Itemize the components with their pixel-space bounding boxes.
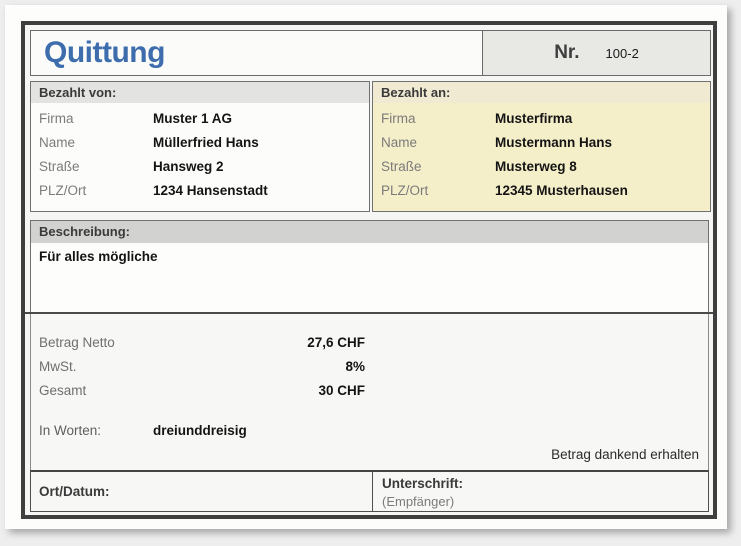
amounts-section [30, 314, 709, 470]
field-value: Müllerfried Hans [153, 135, 259, 150]
field-label: Straße [39, 159, 80, 174]
amount-label: MwSt. [39, 359, 77, 374]
amount-label: Gesamt [39, 383, 87, 398]
in-words-row [39, 420, 247, 442]
amount-value: 27,6 CHF [307, 335, 365, 350]
field-value: Musterfirma [495, 111, 573, 126]
description-title: Beschreibung: [31, 221, 708, 243]
field-label: Name [381, 135, 418, 150]
field-value: Mustermann Hans [495, 135, 613, 150]
paid-to-body [373, 103, 710, 203]
place-date-cell [31, 472, 372, 511]
receipt-number-value: 100-2 [605, 45, 639, 61]
amount-value: 8% [345, 359, 365, 374]
field-value: 12345 Musterhausen [495, 183, 628, 198]
field-value: Musterweg 8 [495, 159, 577, 174]
paid-from-body [31, 103, 369, 203]
amount-row-gesamt [39, 380, 365, 402]
receipt-header [30, 30, 711, 76]
footer-section [30, 470, 709, 512]
signature-label: Unterschrift: [382, 476, 464, 491]
in-words-value: dreiunddreisig [153, 423, 247, 438]
field-row-plzort [373, 179, 710, 203]
field-row-firma [31, 107, 369, 131]
amount-value: 30 CHF [318, 383, 365, 398]
field-label: Straße [381, 159, 422, 174]
amount-label: Betrag Netto [39, 335, 115, 350]
paid-to-title: Bezahlt an: [373, 82, 710, 103]
paid-from-title: Bezahlt von: [31, 82, 369, 103]
field-label: PLZ/Ort [381, 183, 429, 198]
field-row-strasse [31, 155, 369, 179]
thanks-note: Betrag dankend erhalten [551, 447, 699, 462]
document-frame [21, 21, 717, 519]
signature-subtitle: (Empfänger) [382, 494, 455, 509]
in-words-label: In Worten: [39, 423, 102, 438]
field-label: Firma [381, 111, 416, 126]
description-text: Für alles mögliche [39, 249, 158, 264]
field-row-plzort [31, 179, 369, 203]
receipt-number-label: Nr. [554, 42, 580, 63]
amount-row-netto [39, 332, 365, 354]
field-row-name [373, 131, 710, 155]
field-row-name [31, 131, 369, 155]
receipt-number-box [482, 31, 710, 75]
field-label: Name [39, 135, 76, 150]
title-cell [31, 31, 482, 75]
field-label: Firma [39, 111, 74, 126]
field-value: Muster 1 AG [153, 111, 233, 126]
field-row-firma [373, 107, 710, 131]
field-row-strasse [373, 155, 710, 179]
description-section [30, 220, 709, 312]
amount-row-mwst [39, 356, 365, 378]
field-value: 1234 Hansenstadt [153, 183, 268, 198]
receipt-document [5, 5, 727, 529]
paid-to-section [372, 81, 711, 212]
page-title: Quittung [44, 36, 165, 69]
signature-cell [372, 472, 708, 511]
field-label: PLZ/Ort [39, 183, 87, 198]
paid-from-section [30, 81, 370, 212]
field-value: Hansweg 2 [153, 159, 224, 174]
place-date-label: Ort/Datum: [39, 484, 110, 499]
